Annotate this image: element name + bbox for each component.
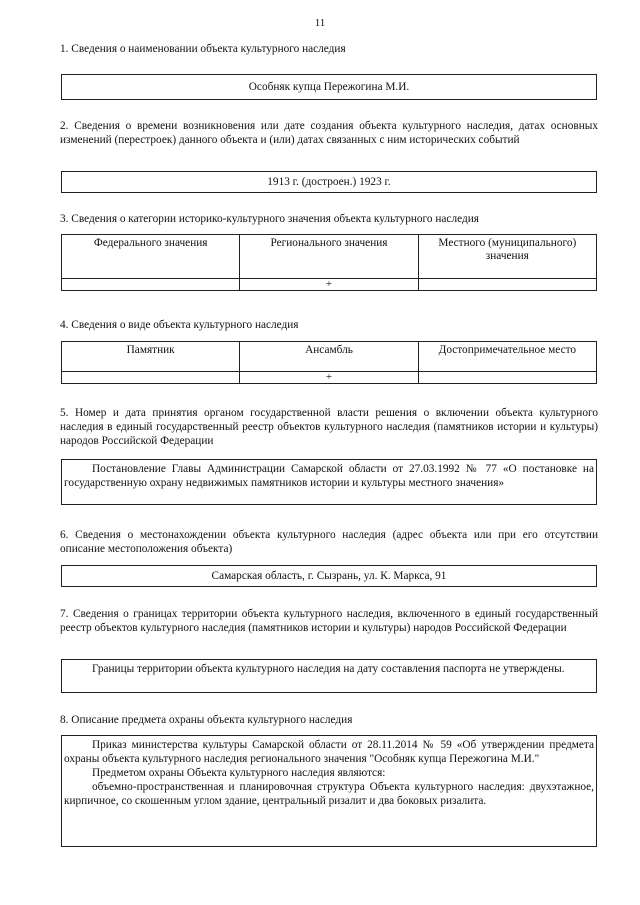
boundaries-box [61, 659, 597, 693]
section-3-heading: 3. Сведения о категории историко-культурного значения объекта культурного наследия [60, 213, 479, 225]
object-name-value: Особняк купца Пережогина М.И. [248, 81, 410, 93]
category-local-mark [418, 279, 596, 291]
section-5-heading: 5. Номер и дата принятия органом государственной власти решения о включении объекта культурного наследия в единый государственный реестр объектов культурного наследия (памятников истории и культуры) народов Российской Федерации [60, 407, 598, 447]
type-landmark-mark [418, 372, 596, 384]
location-value: Самарская область, г. Сызрань, ул. К. Маркса, 91 [211, 570, 447, 582]
category-regional-mark: + [240, 279, 418, 291]
section-8-heading: 8. Описание предмета охраны объекта культурного наследия [60, 714, 353, 726]
type-ensemble-mark: + [240, 372, 418, 384]
boundaries-value: Границы территории объекта культурного наследия на дату составления паспорта не утверждены. [92, 663, 565, 675]
creation-date-box [61, 171, 597, 193]
registry-decision-value: Постановление Главы Администрации Самарской области от 27.03.1992 № 77 «О постановке на государственную охрану недвижимых памятников истории и культуры местного значения» [64, 463, 594, 489]
section-4-heading: 4. Сведения о виде объекта культурного наследия [60, 319, 299, 331]
protection-structure-text: объемно-пространственная и планировочная структура Объекта культурного наследия: двухэтажное, кирпичное, со скошенным углом здание, центральный ризалит и два боковых ризалита. [64, 781, 594, 807]
protection-order-text: Приказ министерства культуры Самарской области от 28.11.2014 № 59 «Об утверждении предмета охраны объекта культурного наследия регионального значения "Особняк купца Пережогина М.И." [64, 739, 594, 765]
creation-date-value: 1913 г. (достроен.) 1923 г. [267, 176, 391, 188]
section-1-heading: 1. Сведения о наименовании объекта культурного наследия [60, 43, 346, 55]
type-ensemble: Ансамбль [240, 342, 418, 372]
registry-decision-box [61, 459, 597, 505]
protection-intro-text: Предметом охраны Объекта культурного наследия являются: [92, 767, 386, 779]
category-federal: Федерального значения [62, 235, 240, 279]
section-2-heading: 2. Сведения о времени возникновения или дате создания объекта культурного наследия, датах основных изменений (перестроек) данного объекта и (или) датах связанных с ним исторических событий [60, 120, 598, 146]
location-box [61, 565, 597, 587]
category-federal-mark [62, 279, 240, 291]
section-6-heading: 6. Сведения о местонахождении объекта культурного наследия (адрес объекта или при его отсутствии описание местоположения объекта) [60, 529, 598, 555]
type-landmark: Достопримечательное место [418, 342, 596, 372]
category-regional: Регионального значения [240, 235, 418, 279]
object-name-box [61, 74, 597, 100]
type-table [61, 341, 597, 384]
category-table [61, 234, 597, 291]
category-local: Местного (муниципального) значения [418, 235, 596, 279]
page-number: 11 [314, 17, 326, 29]
protection-subject-box [61, 735, 597, 847]
type-monument: Памятник [62, 342, 240, 372]
section-7-heading: 7. Сведения о границах территории объекта культурного наследия, включенного в единый государственный реестр объектов культурного наследия (памятников истории и культуры) народов Российской Федерации [60, 608, 598, 634]
type-monument-mark [62, 372, 240, 384]
